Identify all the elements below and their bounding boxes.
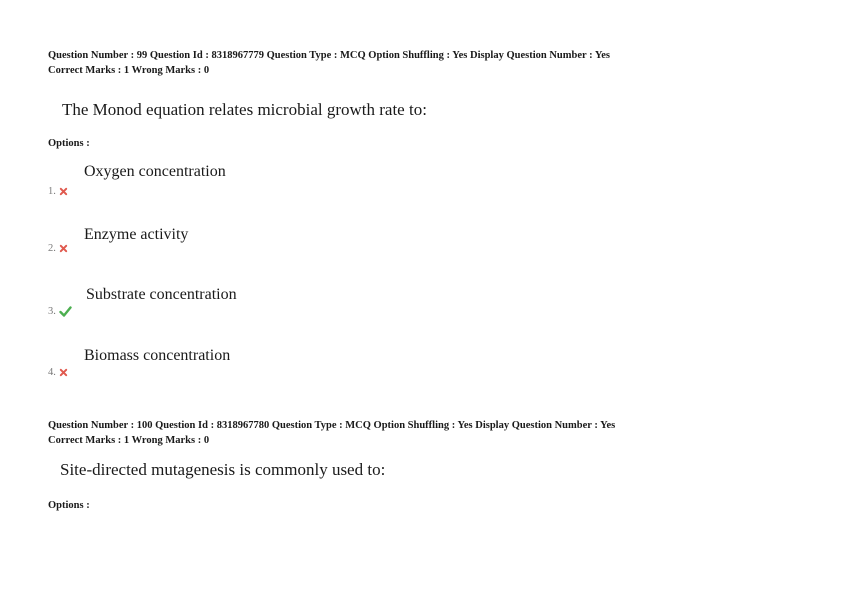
question-marks-line: Correct Marks : 1 Wrong Marks : 0 bbox=[48, 435, 210, 446]
question-text: Site-directed mutagenesis is commonly used to: bbox=[60, 460, 386, 479]
question-text: The Monod equation relates microbial growth rate to: bbox=[62, 100, 427, 119]
option-2-marker bbox=[48, 243, 69, 254]
option-3-number: 3. bbox=[48, 306, 56, 317]
options-label: Options : bbox=[48, 138, 90, 149]
options-label: Options : bbox=[48, 500, 90, 511]
option-4-number: 4. bbox=[48, 367, 56, 378]
option-4-text: Biomass concentration bbox=[84, 347, 231, 364]
option-4-marker bbox=[48, 367, 69, 378]
option-1-number: 1. bbox=[48, 186, 56, 197]
question-meta bbox=[48, 48, 610, 78]
cross-icon bbox=[59, 187, 69, 197]
check-icon bbox=[59, 306, 72, 317]
cross-icon bbox=[59, 368, 69, 378]
cross-icon bbox=[59, 244, 69, 254]
option-3-text: Substrate concentration bbox=[86, 286, 237, 303]
option-2-number: 2. bbox=[48, 243, 56, 254]
option-1-text: Oxygen concentration bbox=[84, 163, 226, 180]
option-1-marker bbox=[48, 186, 69, 197]
question-meta-line1: Question Number : 99 Question Id : 8318967779 Question Type : MCQ Option Shuffling : Yes Display Question Number : Yes bbox=[48, 50, 611, 61]
question-marks-line: Correct Marks : 1 Wrong Marks : 0 bbox=[48, 65, 210, 76]
question-meta bbox=[48, 418, 615, 448]
question-meta-line1: Question Number : 100 Question Id : 8318967780 Question Type : MCQ Option Shuffling : Yes Display Question Number : Yes bbox=[48, 420, 616, 431]
option-2-text: Enzyme activity bbox=[84, 226, 189, 243]
option-3-marker bbox=[48, 306, 72, 317]
